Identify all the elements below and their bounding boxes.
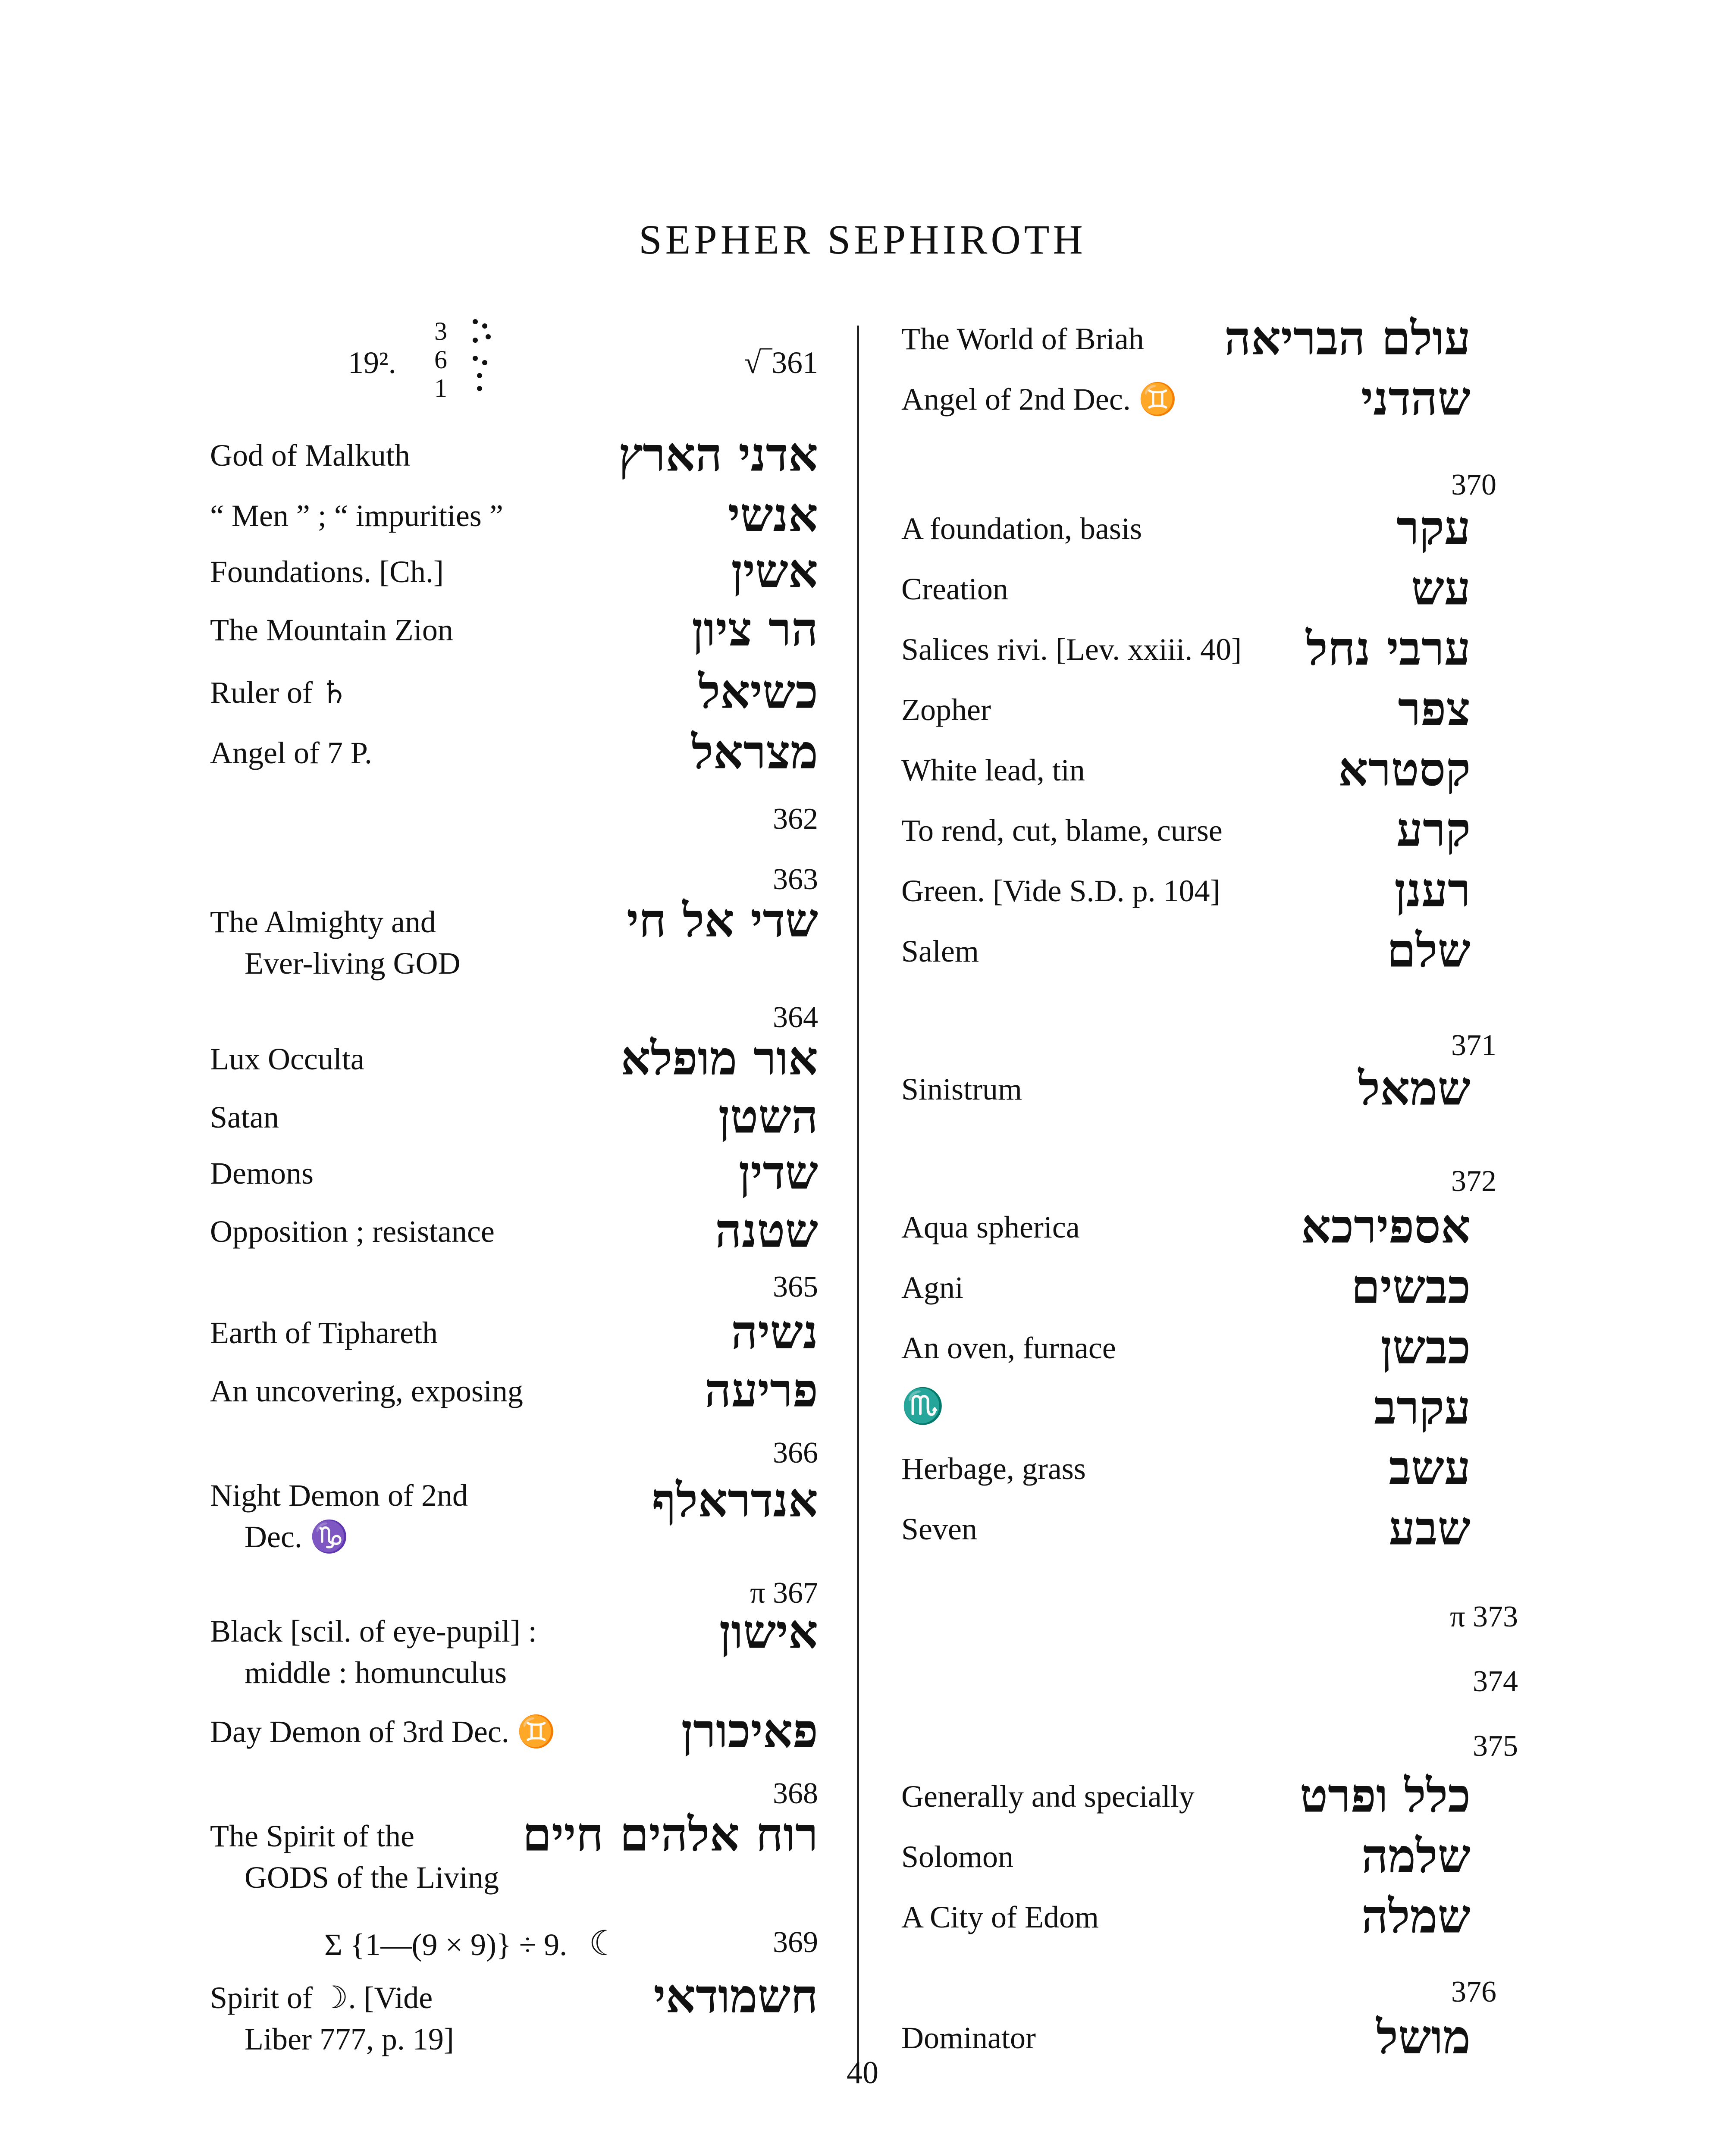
entry-label: Spirit of ☽. [Vide Liber 777, p. 19]	[210, 1981, 454, 2056]
entry-label: Solomon	[901, 1839, 1014, 1874]
number-heading	[210, 862, 818, 897]
entry-label: Opposition ; resistance	[210, 1214, 495, 1249]
entry-number: 370	[1451, 468, 1496, 501]
list-item	[901, 682, 1471, 736]
list-item	[901, 311, 1471, 366]
page-title: SEPHER SEPHIROTH	[639, 216, 1086, 263]
entry-label: Demons	[210, 1156, 314, 1191]
entry-label: God of Malkuth	[210, 438, 410, 473]
hebrew-word: שדי אל חי	[626, 893, 818, 948]
entry-label: Herbage, grass	[901, 1451, 1086, 1486]
entry-label: Agni	[901, 1270, 963, 1305]
list-item	[901, 2010, 1471, 2065]
hebrew-word: שהדני	[1361, 372, 1471, 426]
hebrew-word: כבשן	[1380, 1320, 1471, 1375]
entry-label: The Almighty and Ever-living GOD	[210, 905, 461, 981]
entry-label: Salem	[901, 934, 979, 968]
hebrew-word: עש	[1411, 561, 1471, 616]
entry-number: 368	[773, 1777, 818, 1810]
entry-number: π 373	[1450, 1600, 1518, 1633]
hebrew-word: שטנה	[715, 1204, 818, 1258]
hebrew-word: שמאל	[1358, 1062, 1471, 1116]
entry-label: Night Demon of 2nd Dec. ♑	[210, 1478, 468, 1554]
hebrew-word: כבשים	[1351, 1260, 1471, 1314]
hebrew-word: עקרב	[1374, 1381, 1471, 1435]
entry-361-header	[210, 317, 818, 418]
hebrew-word: עולם הבריאה	[1224, 311, 1471, 366]
entry-number: 365	[773, 1270, 818, 1304]
number-heading	[901, 468, 1496, 502]
entry-label: The Spirit of the GODS of the Living	[210, 1819, 499, 1895]
number-heading	[210, 1270, 818, 1304]
list-item	[901, 1501, 1471, 1556]
list-item	[901, 1769, 1471, 1823]
number-heading	[901, 1164, 1496, 1199]
list-item	[210, 1146, 818, 1200]
moon-icon: ☾	[589, 1925, 620, 1963]
list-item	[210, 1606, 818, 1692]
list-item	[901, 1890, 1471, 1944]
hebrew-word: שמלה	[1361, 1890, 1471, 1944]
hebrew-word: שלם	[1386, 924, 1471, 978]
list-item	[901, 372, 1471, 426]
hebrew-word: קסטרא	[1338, 743, 1471, 797]
square-root-number: √‾361	[744, 345, 818, 380]
entry-number: 369	[773, 1926, 818, 1959]
entry-number: π 367	[750, 1576, 818, 1610]
number-heading	[901, 1600, 1518, 1634]
list-item	[210, 1204, 818, 1258]
list-item	[901, 1829, 1471, 1883]
list-item	[210, 1808, 818, 1897]
hebrew-word: עשב	[1389, 1441, 1471, 1495]
hebrew-word: שדין	[738, 1146, 818, 1200]
hebrew-word: אנשי	[728, 488, 818, 542]
list-item	[210, 1470, 818, 1557]
entry-number: 376	[1451, 1975, 1496, 2009]
list-item	[901, 1260, 1471, 1314]
entry-label: An oven, furnace	[901, 1331, 1116, 1365]
hebrew-word: שלמה	[1361, 1829, 1471, 1883]
entry-label: The Mountain Zion	[210, 613, 453, 647]
list-item	[901, 863, 1471, 918]
list-item	[901, 561, 1471, 616]
entry-label: To rend, cut, blame, curse	[901, 813, 1223, 848]
entry-label: Black [scil. of eye-pupil] : middle : homunculus	[210, 1614, 537, 1690]
digit: 3	[434, 317, 447, 345]
hebrew-word: רענן	[1394, 863, 1471, 918]
number-heading	[210, 1000, 818, 1035]
list-item	[210, 665, 818, 719]
hebrew-word: ערבי נחל	[1306, 622, 1471, 676]
list-item	[901, 1441, 1471, 1495]
entry-label: A City of Edom	[901, 1900, 1099, 1934]
hebrew-word: צפר	[1398, 682, 1471, 736]
hebrew-word: קרע	[1396, 803, 1471, 857]
entry-label: “ Men ” ; “ impurities ”	[210, 498, 503, 533]
entry-label: Day Demon of 3rd Dec. ♊	[210, 1714, 556, 1749]
entry-label: A foundation, basis	[901, 511, 1142, 546]
list-item	[210, 725, 818, 780]
entry-label: Ruler of ♄	[210, 675, 348, 710]
number-heading	[210, 802, 818, 837]
hebrew-word: פאיכורן	[681, 1704, 818, 1758]
entry-number: 362	[773, 802, 818, 836]
entry-label: Satan	[210, 1100, 279, 1134]
entry-label: Green. [Vide S.D. p. 104]	[901, 874, 1220, 908]
hebrew-word: השטן	[718, 1090, 818, 1144]
hebrew-word: הר ציון	[692, 602, 818, 657]
entry-number: 366	[773, 1436, 818, 1470]
entry-label: An uncovering, exposing	[210, 1374, 523, 1408]
entry-number: 374	[1473, 1665, 1518, 1698]
hebrew-word: אור מופלא	[621, 1031, 818, 1086]
list-item	[901, 1062, 1471, 1116]
entry-label: Zopher	[901, 693, 991, 727]
list-item	[901, 803, 1471, 857]
entry-number: 363	[773, 863, 818, 896]
hebrew-word: אישון	[719, 1605, 818, 1659]
number-heading	[210, 1777, 818, 1811]
hebrew-word: נשיה	[731, 1305, 818, 1360]
list-item	[210, 602, 818, 657]
entry-label: White lead, tin	[901, 753, 1085, 787]
hebrew-word: אשין	[731, 544, 818, 599]
digit-stack	[434, 317, 447, 402]
number-heading	[210, 1923, 818, 1962]
hebrew-word: מצראל	[691, 725, 818, 780]
list-item	[901, 924, 1471, 978]
number-heading	[901, 1028, 1496, 1063]
entry-number: 371	[1451, 1029, 1496, 1062]
entry-label: Sinistrum	[901, 1072, 1022, 1106]
column-divider	[857, 326, 859, 2074]
formula: Σ {1—(9 × 9)} ÷ 9. ☾	[324, 1925, 620, 1963]
power-notation: 19².	[348, 345, 396, 380]
list-item	[210, 488, 818, 542]
list-item	[210, 1031, 818, 1086]
hebrew-word: אספירכא	[1301, 1200, 1471, 1254]
hebrew-word: אדני הארץ	[618, 428, 818, 482]
list-item	[210, 1090, 818, 1144]
hebrew-word: חשמודאי	[653, 1969, 818, 2024]
list-item	[210, 1969, 818, 2059]
entry-label: Earth of Tiphareth	[210, 1316, 438, 1350]
list-item	[210, 428, 818, 482]
list-item	[901, 1200, 1471, 1254]
hebrew-word: כשיאל	[698, 665, 818, 719]
list-item	[210, 1363, 818, 1418]
hebrew-word: רוח אלהים חיים	[522, 1808, 818, 1862]
number-heading	[901, 1975, 1496, 2009]
hebrew-word: מושל	[1376, 2010, 1471, 2065]
digit: 1	[434, 374, 447, 402]
entry-label: Salices rivi. [Lev. xxiii. 40]	[901, 632, 1242, 667]
scorpio-icon: ♏	[901, 1388, 944, 1426]
entry-label: Aqua spherica	[901, 1210, 1080, 1244]
hebrew-word: כלל ופרט	[1299, 1769, 1471, 1823]
list-item	[210, 1305, 818, 1360]
page-number: 40	[847, 2055, 878, 2090]
list-item	[210, 893, 818, 983]
list-item	[901, 743, 1471, 797]
entry-label: Angel of 2nd Dec. ♊	[901, 382, 1177, 417]
hebrew-word: עקר	[1396, 501, 1471, 555]
number-heading	[210, 1436, 818, 1470]
entry-number: 375	[1473, 1730, 1518, 1763]
list-item	[901, 1320, 1471, 1375]
list-item	[901, 622, 1471, 676]
digit: 6	[434, 345, 447, 374]
list-item	[901, 1381, 1471, 1435]
entry-label: Angel of 7 P.	[210, 736, 372, 770]
hebrew-word: שבע	[1389, 1501, 1471, 1556]
entry-label: Creation	[901, 572, 1008, 606]
entry-label: Seven	[901, 1512, 977, 1546]
entry-label: Dominator	[901, 2021, 1036, 2055]
list-item	[901, 501, 1471, 555]
dot-pattern-icon	[467, 317, 492, 403]
entry-label: The World of Briah	[901, 322, 1144, 356]
entry-number: 364	[773, 1001, 818, 1034]
hebrew-word: פריעה	[704, 1363, 818, 1418]
entry-label: Lux Occulta	[210, 1042, 364, 1076]
hebrew-word: אנדראלף	[652, 1473, 818, 1528]
entry-label: Generally and specially	[901, 1779, 1195, 1814]
number-heading	[901, 1729, 1518, 1764]
list-item	[210, 544, 818, 599]
entry-number: 372	[1451, 1165, 1496, 1198]
number-heading	[901, 1664, 1518, 1699]
entry-label: Foundations. [Ch.]	[210, 555, 444, 589]
list-item	[210, 1704, 818, 1758]
